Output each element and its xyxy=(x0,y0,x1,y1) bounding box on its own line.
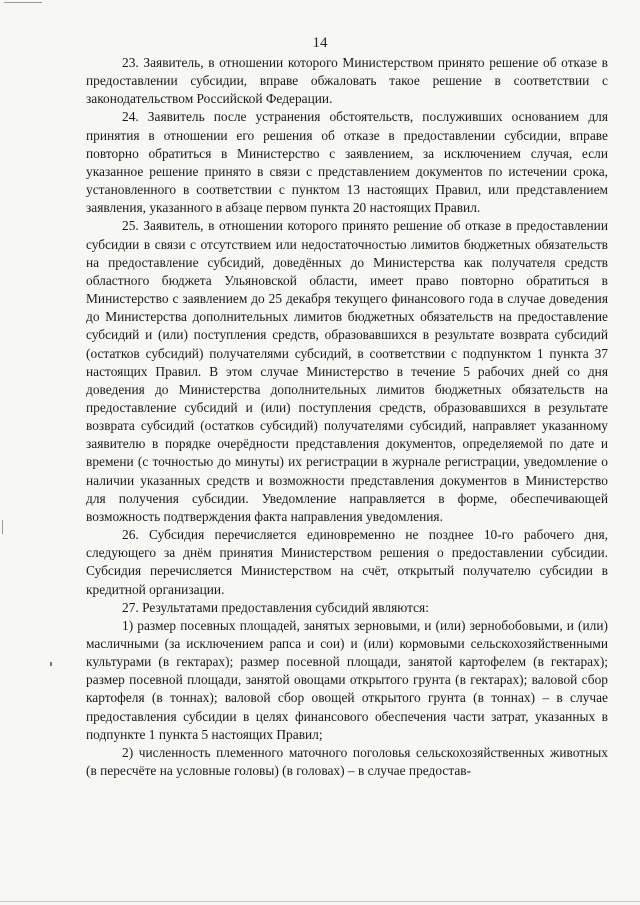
scan-speck xyxy=(50,662,52,666)
scan-edge-mark xyxy=(0,901,640,902)
scan-edge-mark xyxy=(4,2,42,3)
paragraph-23: 23. Заявитель, в отношении которого Министерством принято решение об отказе в предоставлении субсидии, вправе обжаловать такое решение в соответствии с законодательством Российской Федерации. xyxy=(86,55,608,107)
page-number: 14 xyxy=(312,35,328,51)
scan-edge-mark xyxy=(2,520,3,534)
paragraph-25: 25. Заявитель, в отношении которого принято решение об отказе в предоставлении субсидии в связи с отсутствием или недостаточностью лимитов бюджетных обязательств на предоставление субсидий, доведённых до Министерства как получателя средств областного бюджета Ульяновской области, имеет право повторно обратиться в Министерство с заявлением до 25 декабря текущего финансового года в случае доведения до Министерства дополнительных лимитов бюджетных обязательств на предоставление субсидий и (или) поступления средств, образовавшихся в результате возврата субсидий (остатков субсидий) получателями субсидий, в соответствии с подпунктом 1 пункта 37 настоящих Правил. В этом случае Министерство в течение 5 рабочих дней со дня доведения до Министерства дополнительных лимитов бюджетных обязательств на предоставление субсидий и (или) поступления средств, образовавшихся в результате возврата субсидий (остатков субсидий) получателями субсидий, направляет указанному заявителю в порядке очерёдности представления документов, определяемой по дате и времени (с точностью до минуты) их регистрации в журнале регистрации, уведомление о наличии указанных средств и возможности представления документов в Министерство для получения субсидии. Уведомление направляется в форме, обеспечивающей возможность подтверждения факта направления уведомления. xyxy=(86,218,608,524)
document-body xyxy=(86,54,608,780)
paragraph-27-item-2: 2) численность племенного маточного поголовья сельскохозяйственных животных (в пересчёте на условные головы) (в головах) – в случае предостав- xyxy=(86,744,608,779)
paragraph-24: 24. Заявитель после устранения обстоятельств, послуживших основанием для принятия в отношении его решения об отказе в предоставлении субсидии, вправе повторно обратиться в Министерство с заявлением, за исключением случая, если указанное решение принято в связи с представлением документов по истечении срока, установленного в соответствии с пунктом 13 настоящих Правил, или представлением заявления, указанного в абзаце первом пункта 20 настоящих Правил. xyxy=(86,109,608,216)
paragraph-26: 26. Субсидия перечисляется единовременно не позднее 10-го рабочего дня, следующего за днём принятия Министерством решения о предоставлении субсидии. Субсидия перечисляется Министерством на счёт, открытый получателю субсидии в кредитной организации. xyxy=(86,527,608,597)
paragraph-27-item-1: 1) размер посевных площадей, занятых зерновыми, и (или) зернобобовыми, и (или) масличными (за исключением рапса и сои) и (или) кормовыми сельскохозяйственными культурами (в гектарах); размер посевной площади, занятой картофелем (в гектарах); размер посевной площади, занятой овощами открытого грунта (в гектарах); валовой сбор картофеля (в тоннах); валовой сбор овощей открытого грунта (в тоннах) – в случае предоставления субсидии в целях финансового обеспечения части затрат, указанных в подпункте 1 пункта 5 настоящих Правил; xyxy=(86,617,608,742)
paragraph-27: 27. Результатами предоставления субсидий являются: xyxy=(122,599,429,615)
